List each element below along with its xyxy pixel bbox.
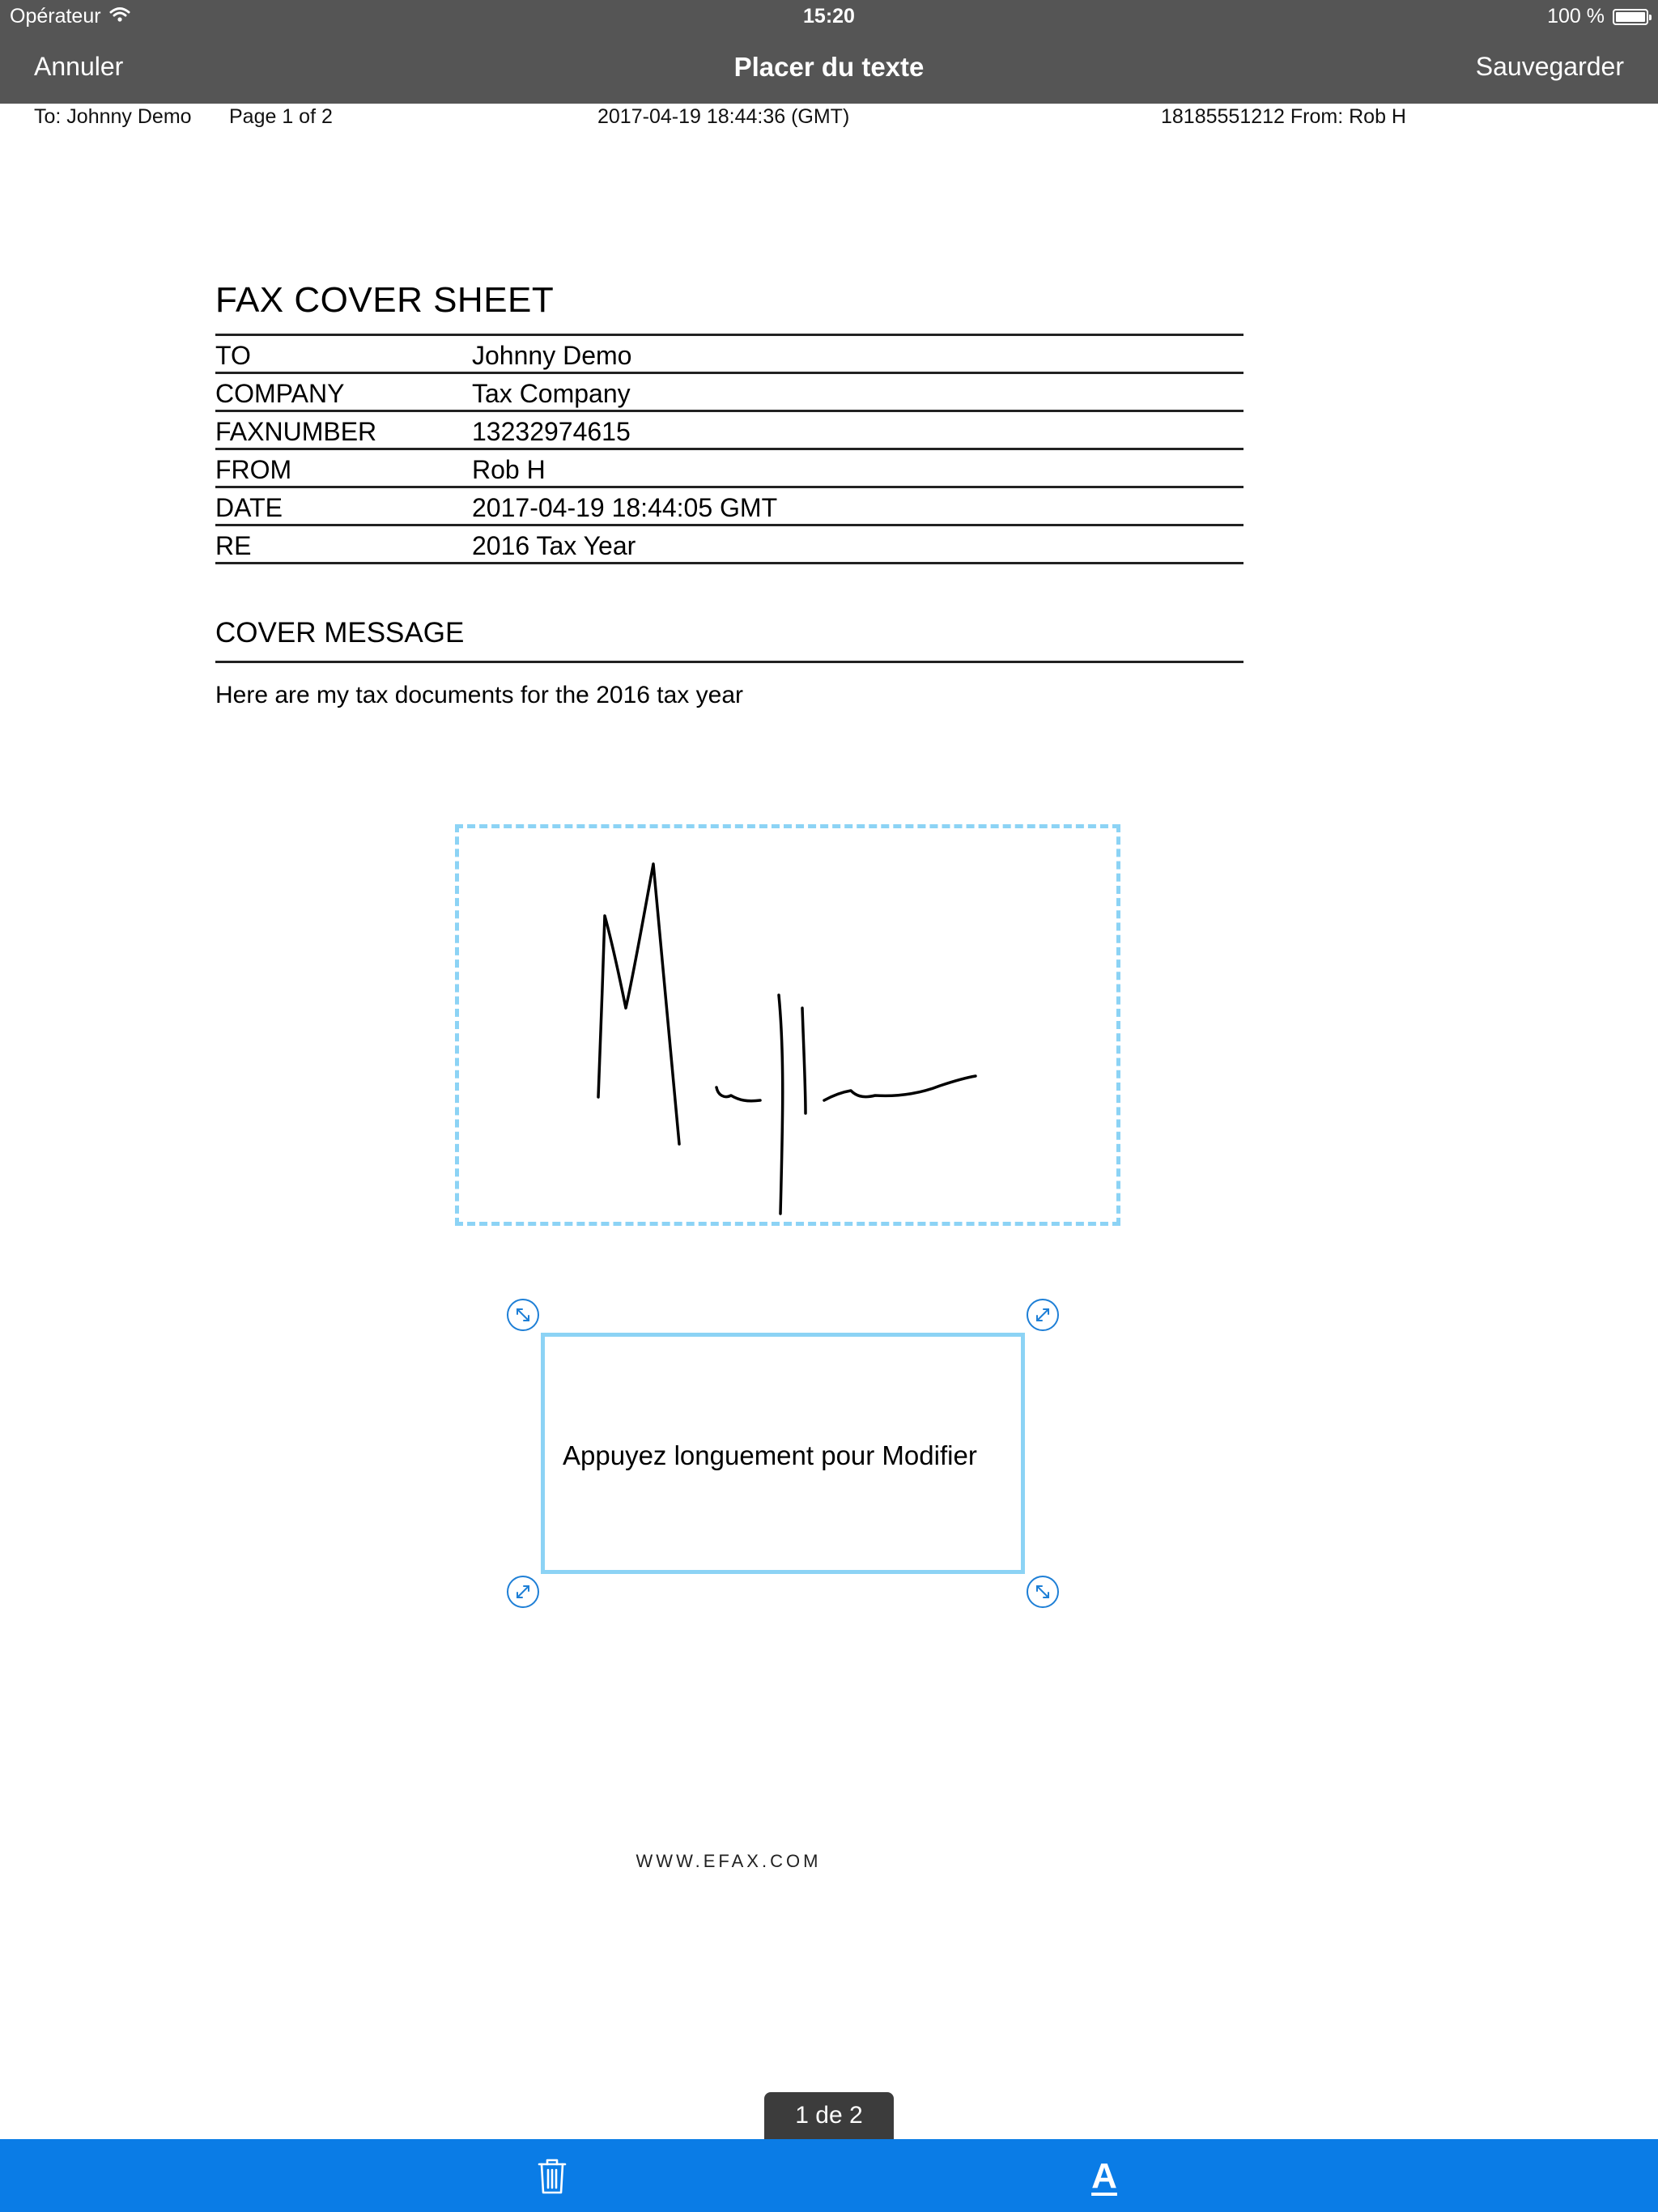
row-label: COMPANY bbox=[215, 379, 345, 408]
row-value: 2017-04-19 18:44:05 GMT bbox=[472, 493, 778, 522]
battery-percent: 100 % bbox=[1547, 5, 1605, 28]
wifi-icon bbox=[109, 5, 130, 28]
resize-handle-bottom-right-icon[interactable] bbox=[1027, 1576, 1059, 1608]
divider bbox=[215, 661, 1244, 663]
status-time: 15:20 bbox=[803, 5, 855, 28]
fax-header-timestamp: 2017-04-19 18:44:36 (GMT) bbox=[597, 105, 850, 128]
cancel-button[interactable]: Annuler bbox=[34, 52, 124, 81]
bottom-toolbar bbox=[0, 2139, 1658, 2212]
carrier-group bbox=[10, 5, 130, 28]
battery-icon bbox=[1613, 9, 1648, 25]
table-row bbox=[215, 334, 1244, 372]
row-label: FROM bbox=[215, 455, 292, 484]
row-label: FAXNUMBER bbox=[215, 417, 377, 446]
signature-drawing bbox=[459, 828, 1116, 1222]
cover-message-text: Here are my tax documents for the 2016 tax year bbox=[215, 682, 743, 708]
fax-header-to: To: Johnny Demo bbox=[34, 105, 192, 128]
navigation-bar bbox=[0, 34, 1658, 104]
row-label: RE bbox=[215, 531, 252, 560]
page-indicator: 1 de 2 bbox=[764, 2092, 894, 2139]
battery-group bbox=[1547, 5, 1648, 28]
resize-handle-top-right-icon[interactable] bbox=[1027, 1299, 1059, 1331]
text-annotation-box[interactable] bbox=[541, 1333, 1025, 1574]
table-row bbox=[215, 448, 1244, 486]
carrier-name: Opérateur bbox=[10, 5, 101, 28]
text-box-placeholder: Appuyez longuement pour Modifier bbox=[563, 1440, 977, 1470]
font-icon[interactable] bbox=[1082, 2154, 1127, 2199]
table-row bbox=[215, 372, 1244, 410]
fax-footer-url: WWW.EFAX.COM bbox=[636, 1851, 822, 1871]
cover-message-heading: COVER MESSAGE bbox=[215, 617, 465, 649]
fax-header-page: Page 1 of 2 bbox=[229, 105, 333, 128]
trash-icon[interactable] bbox=[529, 2154, 575, 2199]
resize-handle-top-left-icon[interactable] bbox=[507, 1299, 539, 1331]
row-label: TO bbox=[215, 341, 251, 370]
row-value: 2016 Tax Year bbox=[472, 531, 636, 560]
status-bar bbox=[0, 0, 1658, 34]
fax-header-from: 18185551212 From: Rob H bbox=[1161, 105, 1406, 128]
row-value: Johnny Demo bbox=[472, 341, 632, 370]
row-value: Rob H bbox=[472, 455, 546, 484]
resize-handle-bottom-left-icon[interactable] bbox=[507, 1576, 539, 1608]
table-row bbox=[215, 410, 1244, 448]
table-row bbox=[215, 524, 1244, 564]
cover-sheet-table bbox=[215, 334, 1244, 564]
row-value: Tax Company bbox=[472, 379, 631, 408]
signature-box[interactable] bbox=[455, 824, 1120, 1226]
cover-sheet-title: FAX COVER SHEET bbox=[215, 280, 555, 320]
table-row bbox=[215, 486, 1244, 524]
save-button[interactable]: Sauvegarder bbox=[1475, 52, 1624, 81]
row-label: DATE bbox=[215, 493, 283, 522]
page-title: Placer du texte bbox=[733, 52, 925, 82]
row-value: 13232974615 bbox=[472, 417, 631, 446]
font-button-label: A bbox=[1091, 2156, 1117, 2196]
